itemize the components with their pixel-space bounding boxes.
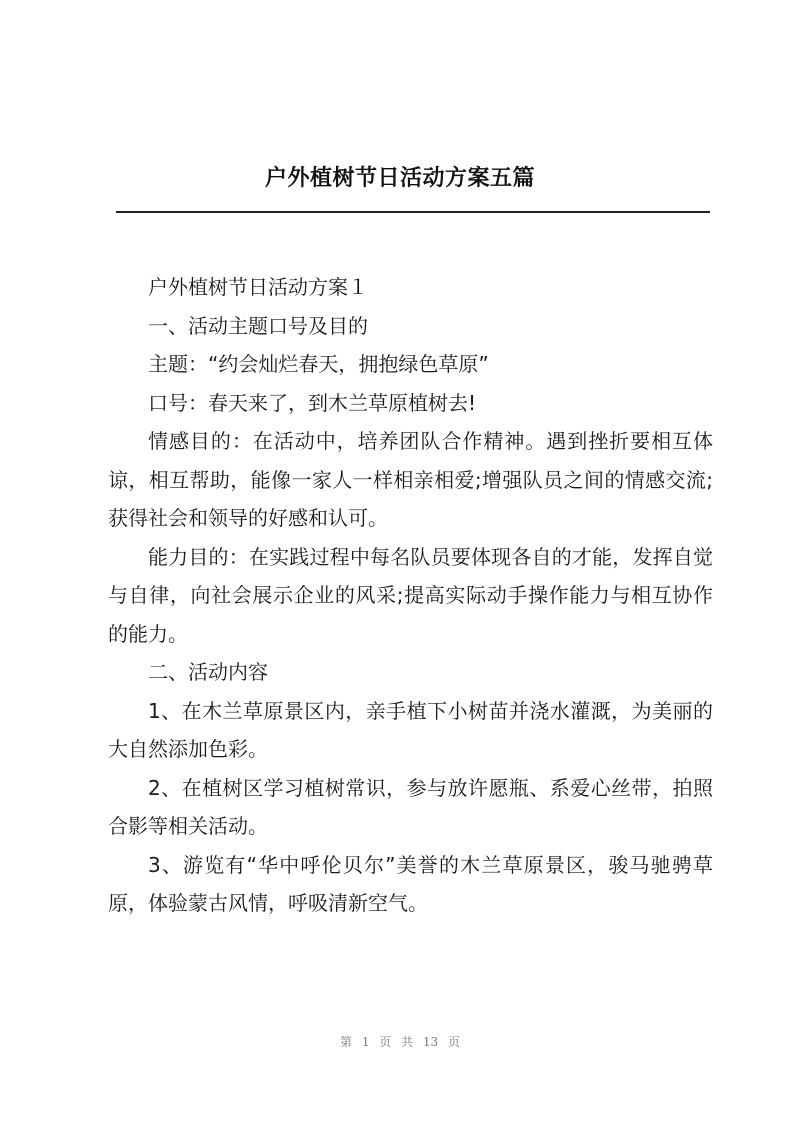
document-title: 户外植树节日活动方案五篇 bbox=[264, 165, 535, 191]
section-heading: 户外植树节日活动方案１ bbox=[148, 275, 368, 299]
title-divider bbox=[116, 211, 710, 213]
document-body bbox=[108, 268, 713, 923]
page-number-footer: 第 1 页 共 13 页 bbox=[340, 1035, 460, 1049]
content-item: 1、在木兰草原景区内，亲手植下小树苗并浇水灌溉，为美丽的大自然添加色彩。 bbox=[108, 698, 713, 761]
theme-line: 主题：“约会灿烂春天，拥抱绿色草原” bbox=[148, 352, 489, 376]
emotional-goal-paragraph: 情感目的：在活动中，培养团队合作精神。遇到挫折要相互体谅，相互帮助，能像一家人一样相亲相爱;增强队员之间的情感交流;获得社会和领导的好感和认可。 bbox=[108, 429, 713, 530]
ability-goal-paragraph: 能力目的：在实践过程中每名队员要体现各自的才能，发挥自觉与自律，向社会展示企业的风采;提高实际动手操作能力与相互协作的能力。 bbox=[108, 544, 713, 646]
content-item: 3、游览有“华中呼伦贝尔”美誉的木兰草原景区，骏马驰骋草原，体验蒙古风情，呼吸清新空气。 bbox=[108, 852, 713, 915]
content-item: 2、在植树区学习植树常识，参与放许愿瓶、系爱心丝带，拍照合影等相关活动。 bbox=[108, 775, 713, 838]
subsection-heading: 二、活动内容 bbox=[148, 660, 268, 684]
slogan-line: 口号：春天来了，到木兰草原植树去! bbox=[148, 390, 477, 415]
subsection-heading: 一、活动主题口号及目的 bbox=[148, 313, 368, 338]
